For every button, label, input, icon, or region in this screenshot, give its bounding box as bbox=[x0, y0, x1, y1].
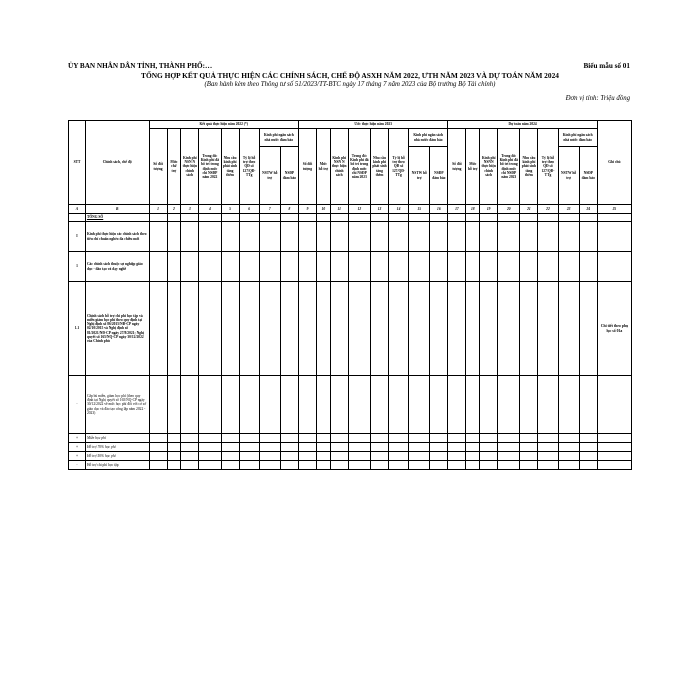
row-name: Miễn học phí bbox=[85, 434, 149, 443]
table-row bbox=[69, 434, 632, 443]
g0-c8: NSĐP đảm bảo bbox=[280, 147, 298, 205]
row-name: Chính sách hỗ trợ chi phí học tập và miễn giảm học phí theo quy định tại Nghị định số 86/2015/NĐ-CP ngày 02/10/2015 và Nghị định số 81/2021/NĐ-CP ngày 27/8/2021; Nghị quyết số 165/NQ-CP ngày 30/12/2022 của Chính phủ bbox=[85, 282, 149, 376]
column-index-cell: 11 bbox=[330, 205, 348, 214]
g2-c5: Nhu cầu kinh phí phát sinh tăng thêm bbox=[520, 129, 538, 205]
g2-c8: NSĐP đảm bảo bbox=[579, 147, 597, 205]
document-subtitle: (Ban hành kèm theo Thông tư số 51/2023/TT-BTC ngày 17 tháng 7 năm 2023 của Bộ trưởng Bộ Tài chính) bbox=[204, 81, 496, 88]
row-note bbox=[597, 434, 631, 443]
column-index-cell: 6 bbox=[239, 205, 259, 214]
g2-c4: Trong đó: Kinh phí đã bố trí trong định mức chi NSĐP năm 2023 bbox=[498, 129, 520, 205]
row-note bbox=[597, 461, 631, 470]
row-stt: - bbox=[69, 461, 86, 470]
g2-c2: Mức hỗ trợ bbox=[466, 129, 480, 205]
g0-c6: Tỷ lệ hỗ trợ theo QĐ số 127/QĐ-TTg bbox=[239, 129, 259, 205]
row-name: Hỗ trợ chi phí học tập bbox=[85, 461, 149, 470]
row-note bbox=[597, 452, 631, 461]
g0-c3: Kinh phí NSN N thực hiện chính sách bbox=[181, 129, 199, 205]
column-index-cell: 12 bbox=[348, 205, 370, 214]
column-index-cell: 19 bbox=[480, 205, 498, 214]
row-note bbox=[597, 214, 631, 222]
g1-fund: Kinh phí ngân sách nhà nước đảm bảo bbox=[409, 129, 448, 147]
column-index-cell: 24 bbox=[579, 205, 597, 214]
header-note: Ghi chú bbox=[597, 121, 631, 205]
g1-c8: NSĐP đảm bảo bbox=[430, 147, 448, 205]
column-index-cell: 9 bbox=[298, 205, 316, 214]
g2-c3: Kinh phí NSNN thực hiện chính sách bbox=[480, 129, 498, 205]
g2-c7: NSTW hỗ trợ bbox=[558, 147, 579, 205]
row-stt: + bbox=[69, 434, 86, 443]
column-index-cell: 20 bbox=[498, 205, 520, 214]
column-index-cell: 8 bbox=[280, 205, 298, 214]
column-index-cell: 3 bbox=[181, 205, 199, 214]
row-note bbox=[597, 443, 631, 452]
row-stt: 1 bbox=[69, 252, 86, 282]
form-number: Biểu mẫu số 01 bbox=[583, 62, 630, 70]
g2-c6: Tỷ lệ hỗ trợ theo QĐ số 127/QĐ-TTg bbox=[538, 129, 558, 205]
column-index-cell: 5 bbox=[221, 205, 239, 214]
column-index-cell: A bbox=[69, 205, 86, 214]
g0-c5: Nhu cầu kinh phí phát sinh tăng thêm bbox=[221, 129, 239, 205]
row-stt: + bbox=[69, 443, 86, 452]
row-name: Các chính sách thuộc sự nghiệp giáo dục - đào tạo và dạy nghề bbox=[85, 252, 149, 282]
g0-c4: Trong đó: Kinh phí đã bố trí trong định mức chi NSĐP năm 2022 bbox=[199, 129, 221, 205]
g1-c3: Kinh phí NSN N thực hiện chính sách bbox=[330, 129, 348, 205]
row-stt: + bbox=[69, 452, 86, 461]
column-index-cell: B bbox=[85, 205, 149, 214]
table-row bbox=[69, 214, 632, 222]
g0-c1: Số đối tượng bbox=[149, 129, 167, 205]
group-title-2024: Dự toán năm 2024 bbox=[448, 121, 597, 129]
g0-fund: Kinh phí ngân sách nhà nước đảm bảo bbox=[259, 129, 298, 147]
row-note bbox=[597, 222, 631, 252]
column-index-cell: 16 bbox=[430, 205, 448, 214]
table-row bbox=[69, 452, 632, 461]
column-index-cell: 15 bbox=[409, 205, 430, 214]
column-index-cell: 7 bbox=[259, 205, 280, 214]
table-row bbox=[69, 443, 632, 452]
column-index-cell: 22 bbox=[538, 205, 558, 214]
row-stt: I bbox=[69, 222, 86, 252]
column-index-cell: 21 bbox=[520, 205, 538, 214]
row-note bbox=[597, 252, 631, 282]
row-name: Kinh phí thực hiện các chính sách theo tiêu chí chuẩn nghèo đa chiều mới bbox=[85, 222, 149, 252]
g1-c7: NSTW hỗ trợ bbox=[409, 147, 430, 205]
g2-fund: Kinh phí ngân sách nhà nước đảm bảo bbox=[558, 129, 597, 147]
column-index-cell: 14 bbox=[389, 205, 409, 214]
table-row bbox=[69, 376, 632, 434]
table-row bbox=[69, 461, 632, 470]
header-stt: STT bbox=[69, 121, 86, 205]
column-index-cell: 18 bbox=[466, 205, 480, 214]
g0-c7: NSTW hỗ trợ bbox=[259, 147, 280, 205]
column-index-cell: 1 bbox=[149, 205, 167, 214]
g1-c6: Tỷ lệ hỗ trợ theo QĐ số 127/QĐ-TTg bbox=[389, 129, 409, 205]
g2-c1: Số đối tượng bbox=[448, 129, 466, 205]
column-index-cell: 10 bbox=[316, 205, 330, 214]
group-title-2023: Ước thực hiện năm 2023 bbox=[298, 121, 447, 129]
table-row bbox=[69, 252, 632, 282]
report-table bbox=[68, 120, 632, 470]
g1-c4: Trong đó: Kinh phí đã bố trí trong định mức chi NSĐP năm 2023 bbox=[348, 129, 370, 205]
issuing-authority: ỦY BAN NHÂN DÂN TỈNH, THÀNH PHỐ:… bbox=[68, 62, 213, 70]
column-index-cell: 17 bbox=[448, 205, 466, 214]
group-title-2022: Kết quả thực hiện năm 2022 (*) bbox=[149, 121, 298, 129]
g1-c2: Mức hỗ trợ bbox=[316, 129, 330, 205]
header-policy: Chính sách, chế độ bbox=[85, 121, 149, 205]
column-index-cell: 4 bbox=[199, 205, 221, 214]
row-stt bbox=[69, 214, 86, 222]
row-name: Cấp bù miễn, giảm học phí (theo quy định tại Nghị quyết số 165/NQ-CP ngày 30/12/2022 về mức học phí đối với cơ sở giáo dục và đào tạo công lập năm 2022 - 2023) bbox=[85, 376, 149, 434]
row-note bbox=[597, 376, 631, 434]
unit-label: Đơn vị tính: Triệu đồng bbox=[565, 95, 630, 102]
row-note: Chi tiết theo phụ lục số 01a bbox=[597, 282, 631, 376]
column-index-cell: 13 bbox=[371, 205, 389, 214]
table-row bbox=[69, 282, 632, 376]
column-index-cell: 23 bbox=[558, 205, 579, 214]
document-title: TỔNG HỢP KẾT QUẢ THỰC HIỆN CÁC CHÍNH SÁCH, CHẾ ĐỘ ASXH NĂM 2022, ƯTH NĂM 2023 VÀ DỰ TOÁN NĂM 2024 bbox=[141, 71, 559, 80]
g1-c1: Số đối tượng bbox=[298, 129, 316, 205]
column-index-row bbox=[69, 205, 632, 214]
g0-c2: Mức chi/ trợ bbox=[167, 129, 181, 205]
row-stt: 1.1 bbox=[69, 282, 86, 376]
row-name: Hỗ trợ 50% học phí bbox=[85, 452, 149, 461]
row-name: TỔNG SỐ bbox=[85, 214, 149, 222]
row-stt: - bbox=[69, 376, 86, 434]
table-row bbox=[69, 222, 632, 252]
column-index-cell: 25 bbox=[597, 205, 631, 214]
g1-c5: Nhu cầu kinh phí phát sinh tăng thêm bbox=[371, 129, 389, 205]
row-name: Hỗ trợ 70% học phí bbox=[85, 443, 149, 452]
column-index-cell: 2 bbox=[167, 205, 181, 214]
